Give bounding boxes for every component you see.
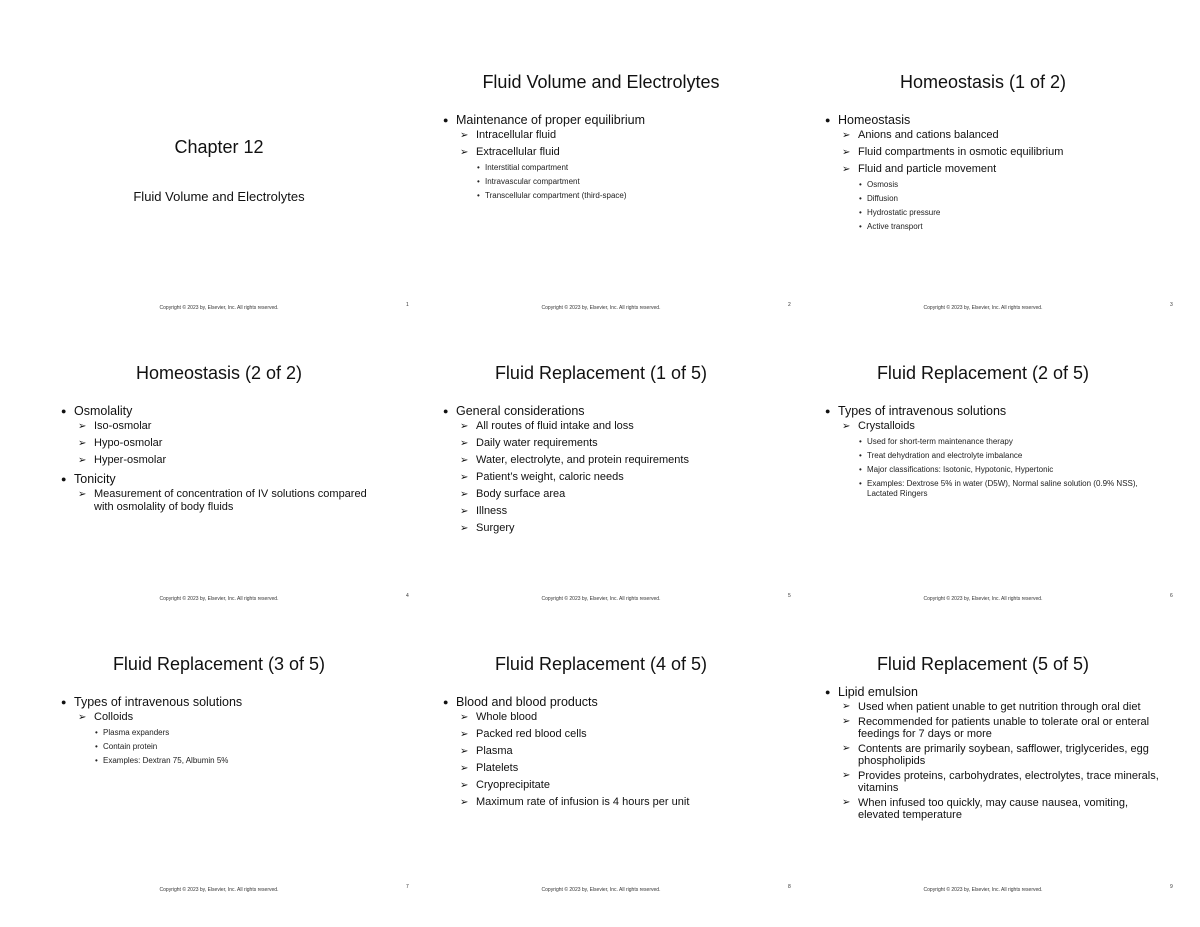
slide-title: Fluid Replacement (5 of 5) [876,654,1090,674]
bullet: ● Osmolality [61,403,380,420]
slide-body [443,403,780,539]
bullet: ● Types of intravenous solutions [825,403,1162,420]
copyright-footer: Copyright © 2023 by, Elsevier, Inc. All rights reserved. [541,305,661,311]
slide-6 [792,303,1174,602]
sub-sub-bullet: • Intravascular compartment [477,177,780,187]
slide-4 [28,303,410,602]
sub-bullet: ➢ Packed red blood cells [460,728,780,741]
sub-sub-bullet: • Examples: Dextrose 5% in water (D5W), Normal saline solution (0.9% NSS), Lactated Ringers [859,479,1162,499]
sub-bullet: ➢ Water, electrolyte, and protein requirements [460,454,780,467]
slide-title: Fluid Volume and Electrolytes [482,72,720,92]
sub-bullet: ➢ Contents are primarily soybean, safflower, triglycerides, egg phospholipids [842,743,1170,767]
slide-title: Fluid Replacement (1 of 5) [494,363,708,383]
sub-sub-bullet: • Contain protein [95,742,398,752]
slide-body [61,403,380,518]
sub-sub-bullet: • Major classifications: Isotonic, Hypotonic, Hypertonic [859,465,1162,475]
sub-bullet: ➢ Cryoprecipitate [460,779,780,792]
sub-bullet: ➢ Crystalloids [842,420,1162,433]
slide-title: Homeostasis (1 of 2) [899,72,1067,92]
copyright-footer: Copyright © 2023 by, Elsevier, Inc. All rights reserved. [541,596,661,602]
copyright-footer: Copyright © 2023 by, Elsevier, Inc. All rights reserved. [159,887,279,893]
sub-sub-bullet: • Osmosis [859,180,1162,190]
copyright-footer: Copyright © 2023 by, Elsevier, Inc. All rights reserved. [541,887,661,893]
slide-body [825,403,1162,503]
slide-3 [792,12,1174,311]
sub-sub-bullet: • Transcellular compartment (third-space) [477,191,780,201]
sub-bullet: ➢ Patient’s weight, caloric needs [460,471,780,484]
sub-bullet: ➢ Recommended for patients unable to tolerate oral or enteral feedings for 7 days or more [842,716,1170,740]
slide-8 [410,594,792,893]
sub-bullet: ➢ Illness [460,505,780,518]
sub-sub-bullet: • Interstitial compartment [477,163,780,173]
slide-number: 5 [788,593,791,599]
slide-number: 9 [1170,884,1173,890]
slide-number: 1 [406,302,409,308]
sub-bullet: ➢ Whole blood [460,711,780,724]
bullet: ● Homeostasis [825,112,1162,129]
bullet: ● General considerations [443,403,780,420]
sub-bullet: ➢ Iso-osmolar [78,420,380,433]
bullet: ● Maintenance of proper equilibrium [443,112,780,129]
sub-bullet: ➢ Intracellular fluid [460,129,780,142]
sub-bullet: ➢ Hypo-osmolar [78,437,380,450]
chapter-title: Chapter 12 [174,137,264,157]
slide-title: Fluid Replacement (2 of 5) [876,363,1090,383]
slide-number: 8 [788,884,791,890]
bullet: ● Types of intravenous solutions [61,694,398,711]
sub-sub-bullet: • Hydrostatic pressure [859,208,1162,218]
sub-bullet: ➢ Fluid and particle movement [842,163,1162,176]
slide-body [443,694,780,813]
sub-bullet: ➢ Provides proteins, carbohydrates, electrolytes, trace minerals, vitamins [842,770,1170,794]
slide-title: Homeostasis (2 of 2) [135,363,303,383]
slide-body [443,112,780,205]
chapter-subtitle: Fluid Volume and Electrolytes [133,189,305,204]
sub-bullet: ➢ Fluid compartments in osmotic equilibrium [842,146,1162,159]
sub-bullet: ➢ Anions and cations balanced [842,129,1162,142]
slide-1 [28,12,410,311]
sub-bullet: ➢ Platelets [460,762,780,775]
slide-2 [410,12,792,311]
slide-5 [410,303,792,602]
copyright-footer: Copyright © 2023 by, Elsevier, Inc. All rights reserved. [159,596,279,602]
slide-number: 3 [1170,302,1173,308]
sub-bullet: ➢ Colloids [78,711,398,724]
slide-7 [28,594,410,893]
sub-bullet: ➢ Body surface area [460,488,780,501]
slide-body [61,694,398,770]
sub-sub-bullet: • Plasma expanders [95,728,398,738]
slide-9 [792,594,1174,893]
slide-body [825,112,1162,236]
copyright-footer: Copyright © 2023 by, Elsevier, Inc. All rights reserved. [159,305,279,311]
slide-number: 2 [788,302,791,308]
sub-sub-bullet: • Used for short-term maintenance therapy [859,437,1162,447]
sub-sub-bullet: • Diffusion [859,194,1162,204]
copyright-footer: Copyright © 2023 by, Elsevier, Inc. All rights reserved. [923,887,1043,893]
sub-bullet: ➢ Plasma [460,745,780,758]
slide-number: 4 [406,593,409,599]
bullet: ● Blood and blood products [443,694,780,711]
sub-bullet: ➢ Measurement of concentration of IV solutions compared with osmolality of body fluids [78,488,380,514]
slide-title: Fluid Replacement (4 of 5) [494,654,708,674]
sub-sub-bullet: • Examples: Dextran 75, Albumin 5% [95,756,398,766]
bullet: ● Tonicity [61,471,380,488]
slide-number: 6 [1170,593,1173,599]
sub-bullet: ➢ Surgery [460,522,780,535]
slide-title: Fluid Replacement (3 of 5) [112,654,326,674]
sub-bullet: ➢ Daily water requirements [460,437,780,450]
sub-bullet: ➢ Hyper-osmolar [78,454,380,467]
sub-bullet: ➢ Maximum rate of infusion is 4 hours per unit [460,796,780,809]
slide-body [825,684,1170,824]
sub-bullet: ➢ All routes of fluid intake and loss [460,420,780,433]
copyright-footer: Copyright © 2023 by, Elsevier, Inc. All rights reserved. [923,305,1043,311]
sub-bullet: ➢ Extracellular fluid [460,146,780,159]
bullet: ● Lipid emulsion [825,684,1170,701]
slide-number: 7 [406,884,409,890]
sub-sub-bullet: • Treat dehydration and electrolyte imbalance [859,451,1162,461]
copyright-footer: Copyright © 2023 by, Elsevier, Inc. All rights reserved. [923,596,1043,602]
sub-sub-bullet: • Active transport [859,222,1162,232]
sub-bullet: ➢ When infused too quickly, may cause nausea, vomiting, elevated temperature [842,797,1170,821]
sub-bullet: ➢ Used when patient unable to get nutrition through oral diet [842,701,1170,713]
